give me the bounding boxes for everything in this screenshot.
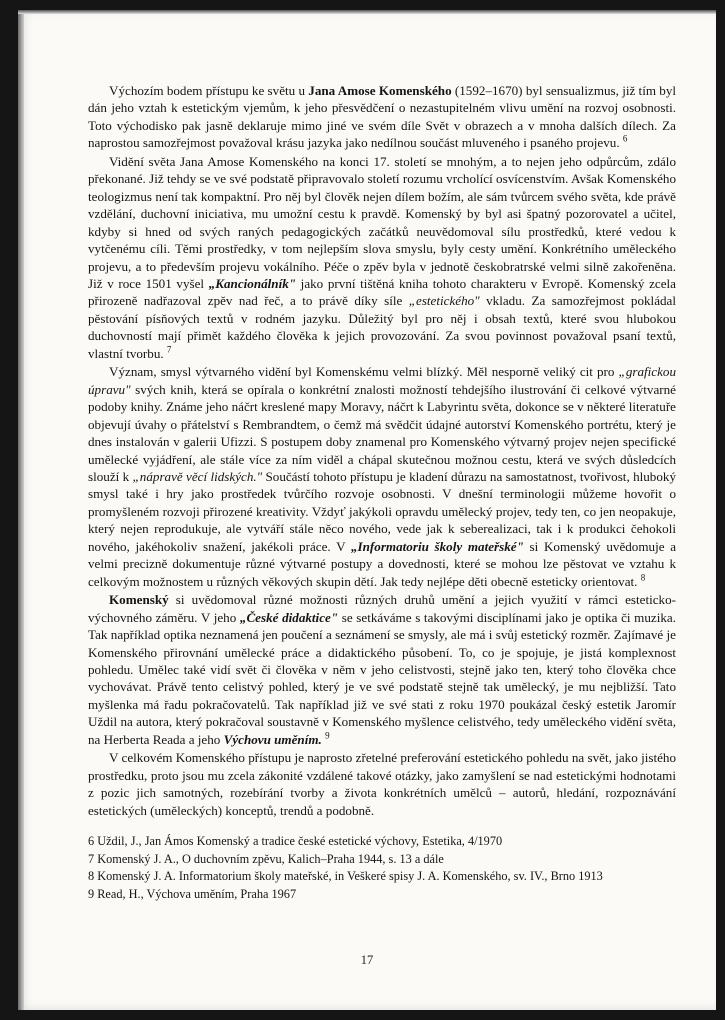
emphasized-title: „Kancionálník" <box>208 275 297 291</box>
footnote-reference: 8 <box>640 572 646 583</box>
italic-phrase: „estetického" <box>408 293 480 309</box>
text-run: V celkovém Komenského přístupu je naprosto zřetelné preferování estetického pohledu na svět, jako jistého prostředku, proto jsou mu zcela zákonité vzdálené takové otázky, jako zamyšlení se nad estetickými hodnotami z pozic jich samotných, rozebírání tvorby a života konkrétních umělců – autorů, hledání, rozpoznávání estetických (uměleckých) konceptů, trendů a podobně. <box>88 750 676 818</box>
text-run: vkladu. Za samozřejmost pokládal pěstování písňových textů v rodném jazyku. Důležitý byl pro něj i obsah textů, které svou hlubokou duchovností mají přimět každého člověka k jejich provozování. Za svou povinnost považoval psaní textů, vlastní tvorbu. <box>88 293 676 361</box>
text-run: Vidění světa Jana Amose Komenského na konci 17. století se mnohým, a to nejen jeho odpůrcům, zdálo překonané. Již tehdy se ve své podstatě připravovalo století rozumu vrcholící osvícenstvím. Avšak Komenského teologizmus není tak kompaktní. Pro něj byl člověk nejen dílem božím, ale sám tvůrcem svého světa, kde právě vzdělání, duchovní iniciativa, mu umožní cestu k pravdě. Komenský by byl asi špatný pozorovatel a učitel, kdyby si hned od svých raných pedagogických začátků neuvědomoval sílu prostředků, které vedou k vytčenému cíli. Těmi prostředky, v tom nejlepším slova smyslu, byly cesty umění. Konkrétního uměleckého projevu, a to především projevu vokálního. Péče o zpěv byla v jednotě českobratrské velmi silně zakořeněna. Již v roce 1501 vyšel <box>88 153 676 291</box>
emphasized-title: „České didaktice" <box>239 609 339 625</box>
text-run: Výchozím bodem přístupu ke světu u <box>109 83 309 98</box>
italic-phrase: „grafickou úpravu" <box>88 364 676 397</box>
paragraph-5 <box>88 749 676 819</box>
footnote-reference: 7 <box>166 344 172 355</box>
text-run: si uvědomoval různé možnosti různých druhů umění a jejich využití v rámci esteticko-výchovného záměru. V jeho <box>88 592 676 625</box>
bold-name: Jana Amose Komenského <box>308 83 452 98</box>
text-run: Význam, smysl výtvarného vidění byl Komenskému velmi blízký. Měl nesporně veliký cit pro <box>109 364 619 380</box>
text-run: Součástí tohoto přístupu je kladení důrazu na samostatnost, tvořivost, hluboký smysl také i hry jako prostředek tvůrčího rozvoje osobnosti. V dnešní terminologii můžeme hovořit o promyšleném rozvoji přirozené kreativity. Vždyť jakýkoli opravdu umělecký projev, tedy ten, co jen neopakuje, který nejen reprodukuje, ale vytváří stále něco nového, vede jak k seberealizaci, tak i k produkci čehokoli nového, jakéhokoliv snažení, jakékoli práce. V <box>88 468 676 554</box>
footnote-8: 8 Komenský J. A. Informatorium školy mateřské, in Veškeré spisy J. A. Komenského, sv. IV., Brno 1913 <box>88 869 603 884</box>
paragraph-4 <box>88 591 676 748</box>
paragraph-3 <box>88 363 676 590</box>
emphasized-title: Výchovu uměním. <box>223 731 322 747</box>
paragraph-2 <box>88 153 676 362</box>
paragraph-1 <box>88 82 676 152</box>
text-run: se setkáváme s takovými disciplínami jako je optika či muzika. Tak například optika neznamená jen poučení a seznámení se smysly, ale má i svůj estetický rozměr. Zajímavé je Komenského přirovnání umělecké práce a didaktického působení. To, co je spojuje, je jistá komplexnost pohledu. Umělec také vidí svět či člověka v něm v jeho celistvosti, stejně jako ten, který toho člověka chce vychovávat. Právě tento celistvý pohled, který je ve své podstatě stejně tak umělecký, je mu nejbližší. Tato myšlenka má řadu pokračovatelů. Tak například již ve své stati z roku 1970 poukázal český estetik Jaromír Uždil na autora, který pokračoval soustavně v Komenského myšlence celistvého, tedy uměleckého vidění světa, na Herberta Reada a jeho <box>88 609 676 747</box>
italic-phrase: „nápravě věcí lidských." <box>132 468 263 484</box>
text-run: svých knih, která se opírala o konkrétní znalosti možností tehdejšího ilustrování či celkové výtvarné podoby knihy. Známe jeho náčrt kreslené mapy Moravy, náčrt k Labyrintu světa, dokonce se v některé literatuře objevují úvahy o přátelství s Rembrandtem, o čemž má svědčit údajné autorství Komenského portrétu, který je dnes instalován v galerii Ufizzi. S postupem doby znamenal pro Komenského výtvarný projev nejen specifické umělecké vyjádření, ale stále více za ním viděl a chápal skutečnou možnou cestu, která ve svých důsledcích slouží k <box>88 381 676 484</box>
footnote-9: 9 Read, H., Výchova uměním, Praha 1967 <box>88 886 297 901</box>
page-number: 17 <box>360 953 374 967</box>
text-run: si Komenský uvědomuje a velmi precizně dokumentuje různé výtvarné postupy a dovednosti, které se mohou lze pěstovat ve vztahu k celkovým možnostem u různých věkových skupin dětí. Jak tedy nejlépe děti obecně esteticky orientovat. <box>88 538 677 589</box>
text-run: (1592–1670) byl sensualizmus, již tím byl dán jeho vztah k estetickým vjemům, k jeho přesvědčení o nezastupitelném vlivu umění na rozvoj osobnosti. Toto východisko pak jasně deklaruje mimo jiné ve svém díle Svět v obrazech a v mnoha dalších dílech. Za naprostou samozřejmost považoval krásu jazyka jako nedílnou součást mluveného i psaného projevu. <box>88 83 677 151</box>
footnotes <box>88 833 676 903</box>
emphasized-title: „Informatoriu školy mateřské" <box>351 538 524 554</box>
page-top-edge <box>18 10 716 14</box>
text-run: jako první tištěná kniha tohoto charakteru v Evropě. Komenský zcela přirozeně nadřazoval zpěv nad řeč, a to právě díky síle <box>88 275 676 309</box>
page-binding-edge <box>18 10 24 1010</box>
bold-name: Komenský <box>109 592 169 608</box>
footnote-reference: 6 <box>622 134 628 144</box>
footnote-7: 7 Komenský J. A., O duchovním zpěvu, Kalich–Praha 1944, s. 13 a dále <box>88 851 444 866</box>
book-page <box>18 10 716 1010</box>
footnote-reference: 9 <box>325 730 330 741</box>
footnote-6: 6 Uždil, J., Jan Ámos Komenský a tradice české estetické výchovy, Estetika, 4/1970 <box>88 834 503 848</box>
body-text <box>88 82 676 819</box>
